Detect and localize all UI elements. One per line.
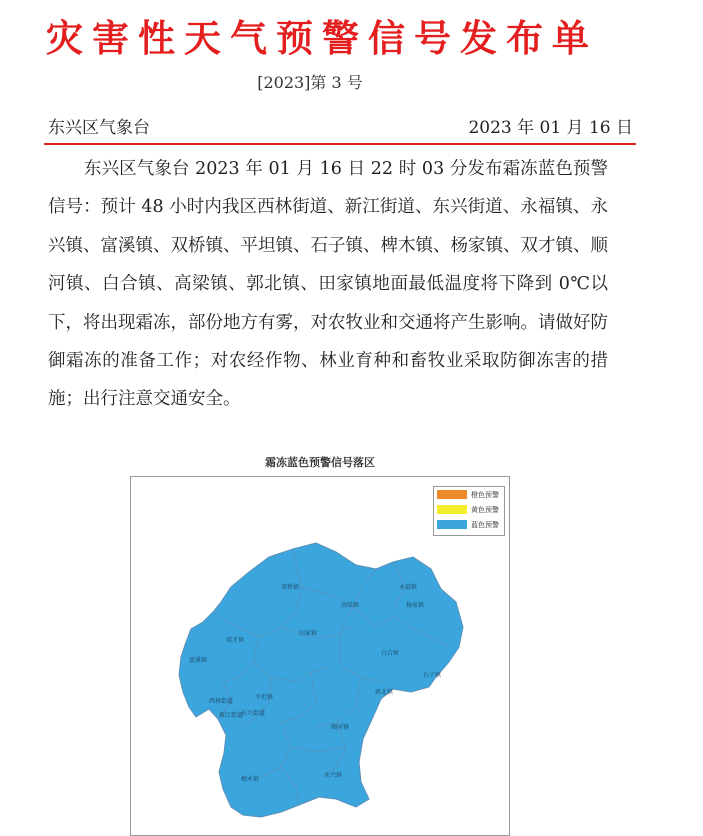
town-label: 高梁镇	[341, 602, 360, 609]
warning-body-text: 东兴区气象台 2023 年 01 月 16 日 22 时 03 分发布霜冻蓝色预警信号：预计 48 小时内我区西林街道、新江街道、东兴街道、永福镇、永兴镇、富溪镇、双桥镇、平坦镇、石子镇、椑木镇、杨家镇、双才镇、顺河镇、白合镇、高梁镇、郭北镇、田家镇地面最低温度将下降到 0℃以下，将出现霜冻，部份地方有雾，对农牧业和交通将产生影响。请做好防御霜冻的准备工作；对农经作物、林业育种和畜牧业采取防御冻害的措施；出行注意交通安全。	[48, 159, 608, 410]
town-label: 平坦镇	[255, 694, 274, 701]
legend-swatch	[437, 490, 467, 499]
town-label: 永福镇	[399, 584, 418, 591]
town-label: 富溪镇	[189, 657, 208, 664]
header-divider	[44, 143, 636, 145]
town-label: 东兴街道	[241, 710, 266, 717]
document-number: [2023]第 3 号	[257, 73, 363, 92]
town-label: 永兴镇	[324, 772, 343, 779]
issuer: 东兴区气象台	[48, 118, 150, 138]
town-label: 郭北镇	[375, 689, 394, 696]
region-outline	[179, 543, 463, 817]
town-label: 杨家镇	[406, 602, 425, 609]
town-label: 顺河镇	[331, 724, 350, 731]
town-label: 西林街道	[209, 698, 234, 705]
town-label: 双才镇	[226, 637, 245, 644]
legend-item-yellow	[434, 502, 504, 517]
legend-swatch	[437, 505, 467, 514]
town-label: 田家镇	[299, 630, 318, 637]
legend-label: 黄色预警	[471, 505, 499, 514]
document-title: 灾害性天气预警信号发布单	[46, 17, 598, 60]
map-frame	[130, 476, 510, 836]
town-label: 白合镇	[381, 650, 400, 657]
legend-label: 橙色预警	[471, 490, 499, 499]
town-label: 石子镇	[423, 672, 442, 679]
map-legend	[433, 486, 505, 536]
legend-label: 蓝色预警	[471, 520, 499, 529]
legend-swatch	[437, 520, 467, 529]
issue-date: 2023 年 01 月 16 日	[468, 118, 633, 138]
town-label: 新江街道	[219, 712, 244, 719]
town-label: 椑木镇	[241, 776, 260, 783]
map-title: 霜冻蓝色预警信号落区	[265, 456, 375, 469]
town-label: 双桥镇	[281, 584, 300, 591]
legend-item-orange	[434, 487, 504, 502]
legend-item-blue	[434, 517, 504, 532]
